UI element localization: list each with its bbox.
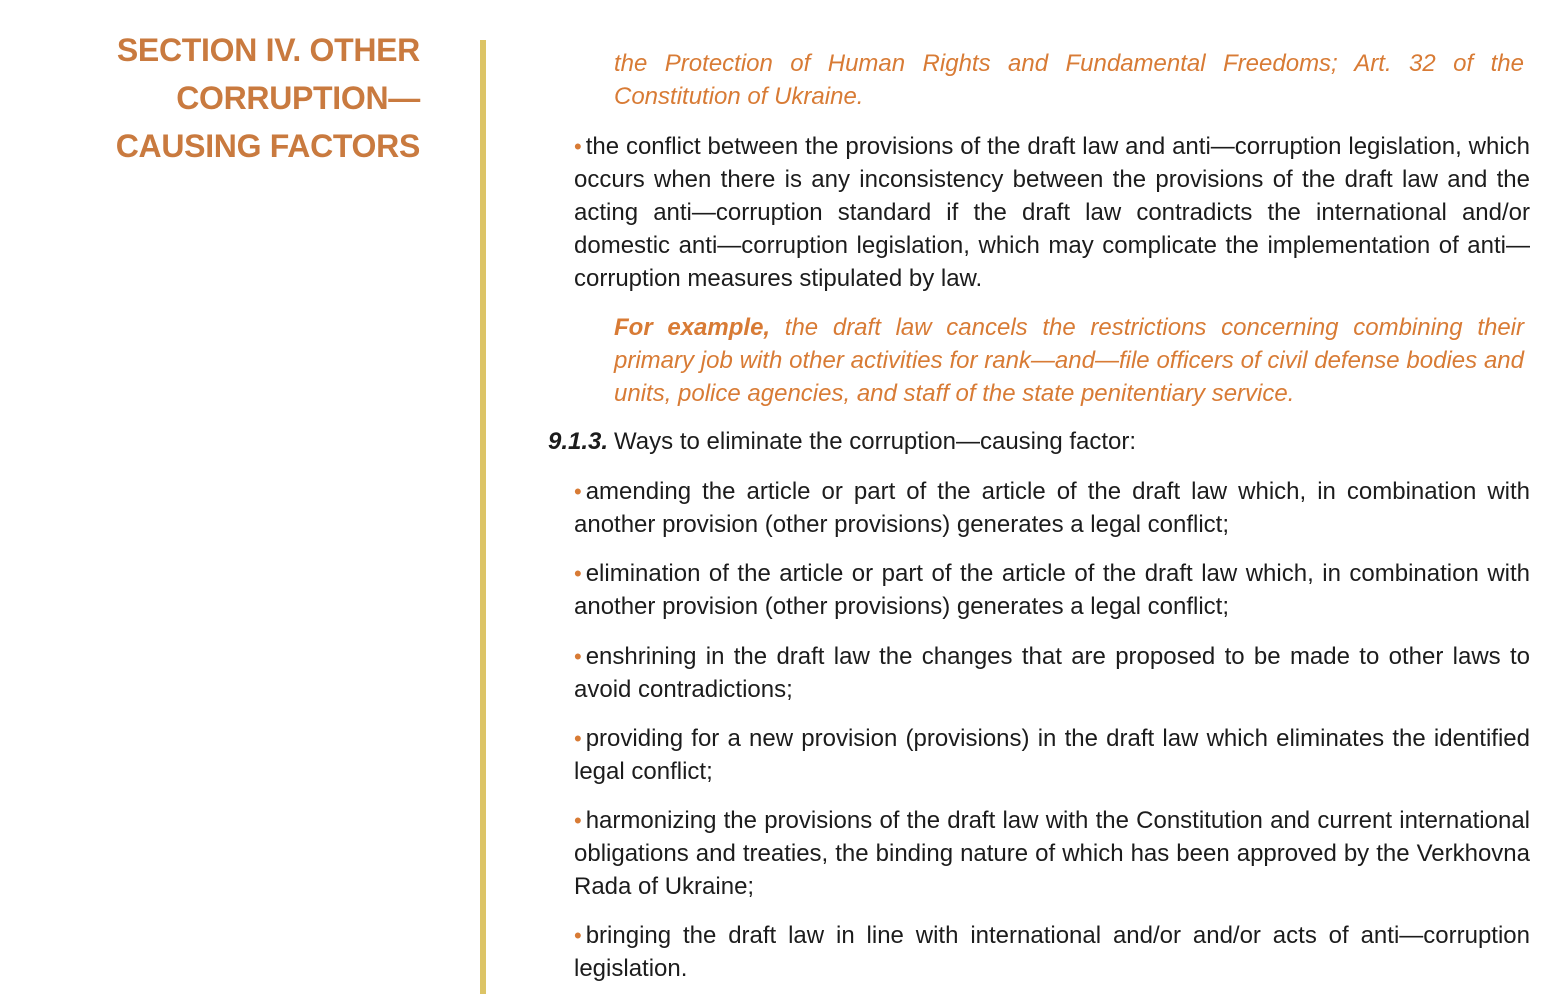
bullet-dot-icon: • (574, 561, 582, 586)
subsection-number: 9.1.3. (548, 428, 609, 455)
conflict-bullet (574, 130, 1530, 295)
list-item-text: enshrining in the draft law the changes that are proposed to be made to other laws to avoid contradictions; (574, 643, 1530, 703)
section-title: SECTION IV. OTHER CORRUPTION—CAUSING FACTORS (115, 32, 420, 164)
bullet-dot-icon: • (574, 644, 582, 669)
intro-quote: the Protection of Human Rights and Fundamental Freedoms; Art. 32 of the Constitution of Ukraine. (614, 50, 1524, 110)
list-item-text: providing for a new provision (provisions) in the draft law which eliminates the identified legal conflict; (574, 725, 1530, 785)
list-item-text: amending the article or part of the article of the draft law which, in combination with another provision (other provisions) generates a legal conflict; (574, 478, 1530, 538)
example-text: the draft law cancels the restrictions concerning combining their primary job with other activities for rank—and—file officers of civil defense bodies and units, police agencies, and staff of the state penitentiary service. (614, 314, 1525, 407)
example-quote (614, 311, 1524, 410)
example-lead: For example, (614, 314, 771, 341)
bullet-dot-icon: • (574, 808, 582, 833)
conflict-bullet-text: the conflict between the provisions of the draft law and anti—corruption legislation, which occurs when there is any inconsistency between the provisions of the draft law and the acting anti—corruption standard if the draft law contradicts the international and/or domestic anti—corruption legislation, which may complicate the implementation of anti—corruption measures stipulated by law. (574, 133, 1530, 292)
subsection-heading (548, 425, 1136, 458)
list-item (574, 557, 1530, 623)
bullet-dot-icon: • (574, 479, 582, 504)
list-item (574, 640, 1530, 706)
list-item-text: harmonizing the provisions of the draft law with the Constitution and current international obligations and treaties, the binding nature of which has been approved by the Verkhovna Rada of Ukraine; (574, 807, 1530, 900)
bullet-dot-icon: • (574, 923, 582, 948)
subsection-title: Ways to eliminate the corruption—causing factor: (614, 428, 1137, 455)
list-item-text: elimination of the article or part of the article of the draft law which, in combination with another provision (other provisions) generates a legal conflict; (574, 560, 1530, 620)
list-item (574, 722, 1530, 788)
bullet-dot-icon: • (574, 726, 582, 751)
list-item (574, 475, 1530, 541)
list-item (574, 804, 1530, 903)
bullet-dot-icon: • (574, 134, 582, 159)
vertical-divider (480, 40, 486, 994)
list-item-text: bringing the draft law in line with international and/or and/or acts of anti—corruption legislation. (574, 922, 1530, 982)
list-item (574, 919, 1530, 985)
